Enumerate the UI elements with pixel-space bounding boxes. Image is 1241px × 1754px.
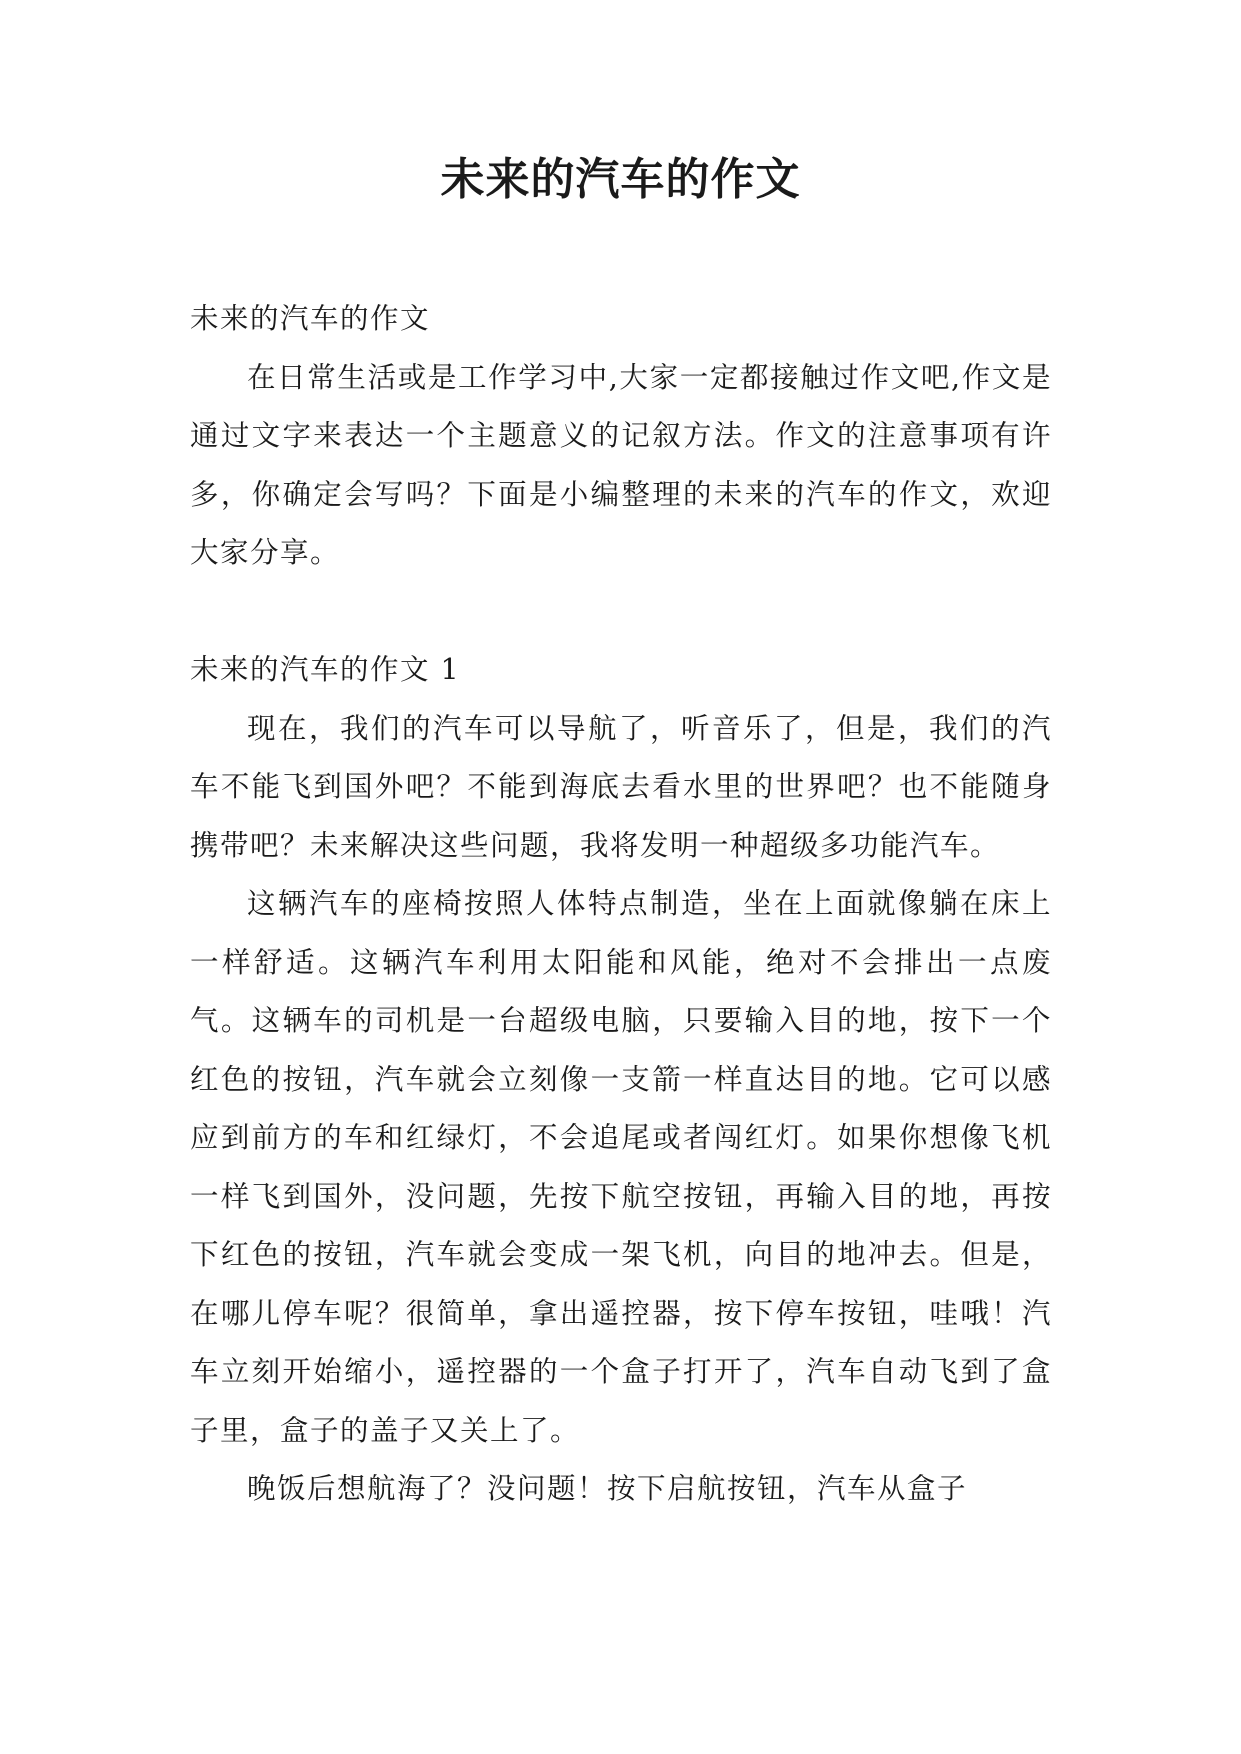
document-title: 未来的汽车的作文 [440,154,801,205]
document-body [190,290,1052,1519]
section-heading: 未来的汽车的作文 1 [190,653,461,686]
body-paragraph: 现在，我们的汽车可以导航了，听音乐了，但是，我们的汽车不能飞到国外吧？不能到海底去看水里的世界吧？也不能随身携带吧？未来解决这些问题，我将发明一种超级多功能汽车。 [190,711,1052,862]
body-paragraph: 这辆汽车的座椅按照人体特点制造，坐在上面就像躺在床上一样舒适。这辆汽车利用太阳能和风能，绝对不会排出一点废气。这辆车的司机是一台超级电脑，只要输入目的地，按下一个红色的按钮，汽车就会立刻像一支箭一样直达目的地。它可以感应到前方的车和红绿灯，不会追尾或者闯红灯。如果你想像飞机一样飞到国外，没问题，先按下航空按钮，再输入目的地，再按下红色的按钮，汽车就会变成一架飞机，向目的地冲去。但是，在哪儿停车呢？很简单，拿出遥控器，按下停车按钮，哇哦！汽车立刻开始缩小，遥控器的一个盒子打开了，汽车自动飞到了盒子里，盒子的盖子又关上了。 [190,887,1052,1447]
document-subtitle: 未来的汽车的作文 [190,302,431,335]
body-paragraph: 晚饭后想航海了？没问题！按下启航按钮，汽车从盒子 [247,1472,968,1505]
paragraph-gap [190,583,1052,642]
intro-paragraph: 在日常生活或是工作学习中,大家一定都接触过作文吧,作文是通过文字来表达一个主题意义的记叙方法。作文的注意事项有许多，你确定会写吗？下面是小编整理的未来的汽车的作文，欢迎大家分享。 [190,360,1052,569]
